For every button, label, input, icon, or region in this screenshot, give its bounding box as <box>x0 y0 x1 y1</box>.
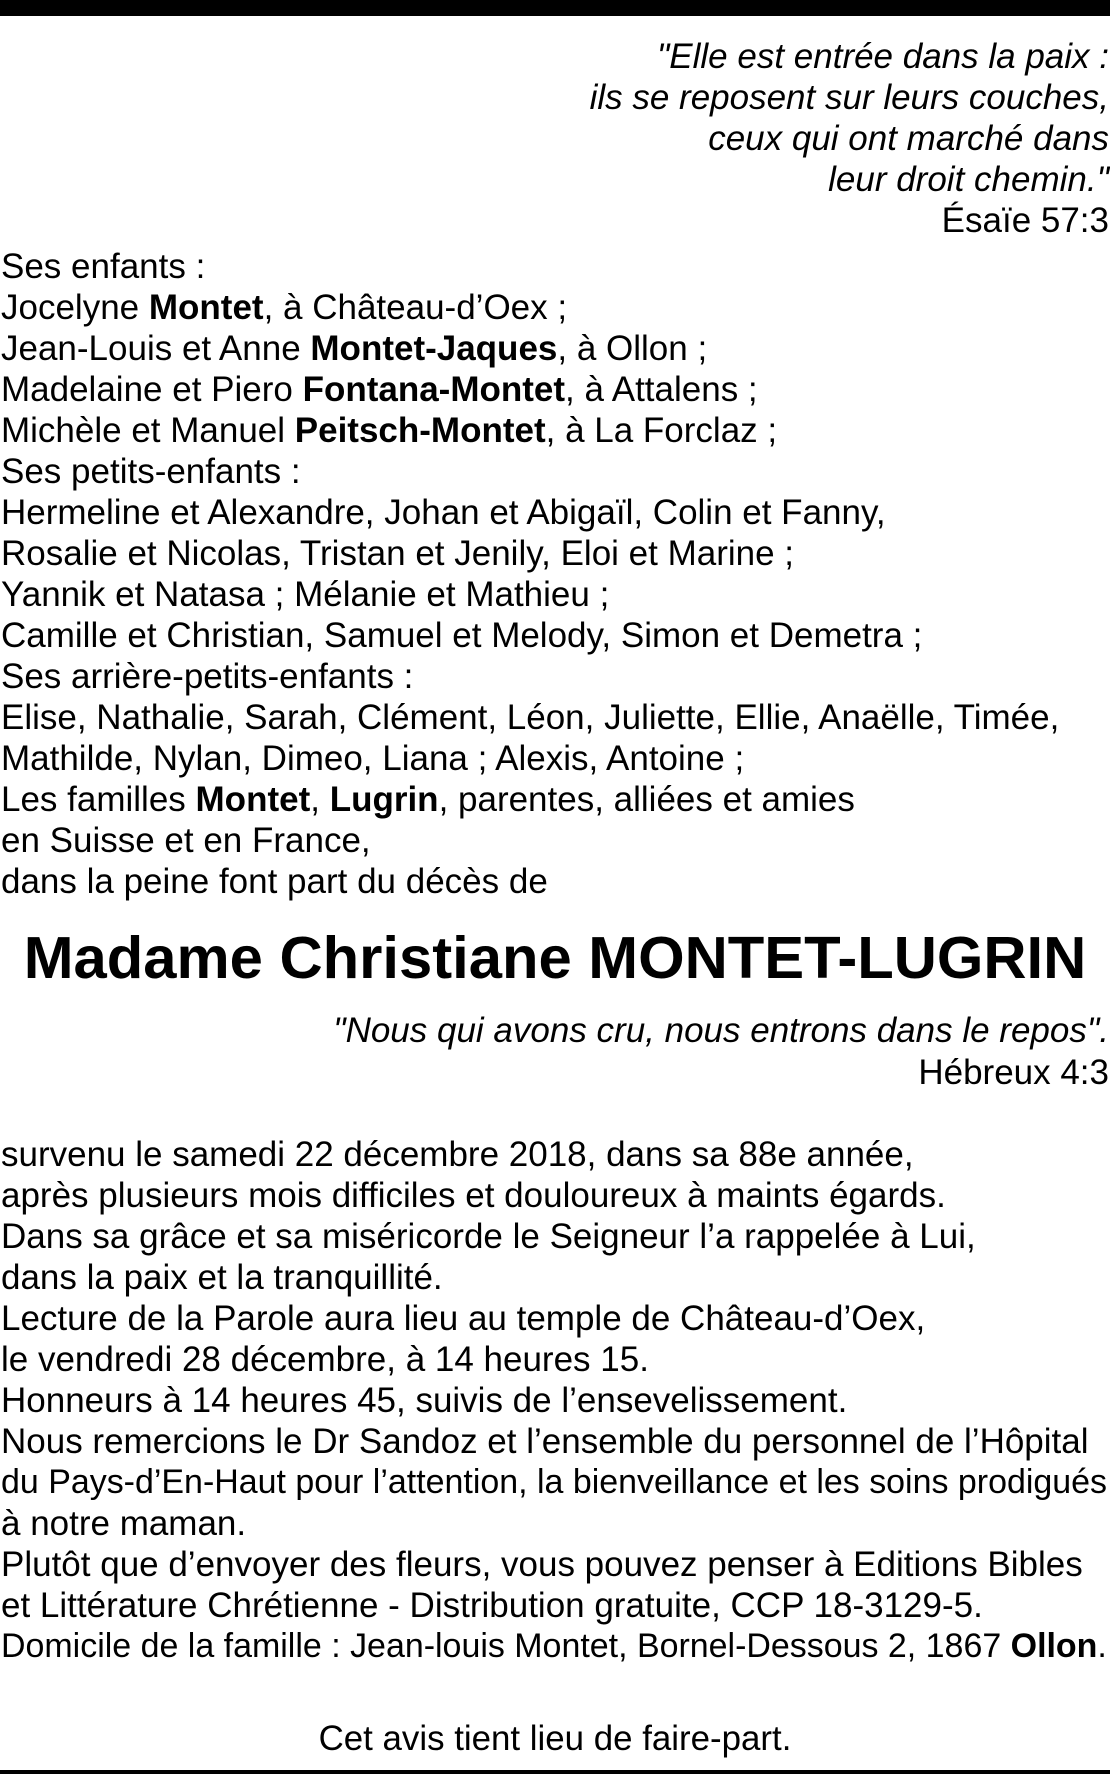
epigraph-line: leur droit chemin." <box>828 160 1109 199</box>
family-name: Ollon <box>1010 1627 1098 1665</box>
bottom-rule <box>0 1770 1110 1774</box>
family-name: Montet-Jaques <box>310 329 558 368</box>
footer-note: Cet avis tient lieu de faire-part. <box>318 1719 792 1758</box>
body-line: dans la paix et la tranquillité. <box>1 1258 443 1297</box>
body-line: Nous remercions le Dr Sandoz et l’ensemble du personnel de l’Hôpital <box>1 1422 1089 1461</box>
announce-line: dans la peine font part du décès de <box>1 862 548 901</box>
body-line: Honneurs à 14 heures 45, suivis de l’ensevelissement. <box>1 1381 848 1420</box>
child-line: Madelaine et Piero Fontana-Montet, à Attalens ; <box>1 370 758 409</box>
second-quote-reference: Hébreux 4:3 <box>918 1053 1109 1092</box>
grandchildren-label: Ses petits-enfants : <box>1 452 301 491</box>
epigraph-line: "Elle est entrée dans la paix : <box>656 37 1109 76</box>
deceased-name: Madame Christiane MONTET-LUGRIN <box>23 924 1087 991</box>
body-line: Dans sa grâce et sa miséricorde le Seigneur l’a rappelée à Lui, <box>1 1217 976 1256</box>
grandchildren-line: Rosalie et Nicolas, Tristan et Jenily, Eloi et Marine ; <box>1 534 795 573</box>
family-name: Fontana-Montet <box>302 370 566 409</box>
body-line: du Pays-d’En-Haut pour l’attention, la bienveillance et les soins prodigués <box>1 1463 1108 1501</box>
body-line: à notre maman. <box>1 1504 247 1543</box>
body-line: le vendredi 28 décembre, à 14 heures 15. <box>1 1340 649 1379</box>
domicile-line: Domicile de la famille : Jean-louis Montet, Bornel-Dessous 2, 1867 Ollon. <box>1 1627 1107 1665</box>
child-line: Jocelyne Montet, à Château-d’Oex ; <box>1 288 568 327</box>
epigraph-line: ils se reposent sur leurs couches, <box>589 78 1109 117</box>
location-line: en Suisse et en France, <box>1 821 371 860</box>
body-line: Lecture de la Parole aura lieu au temple de Château-d’Oex, <box>1 1299 926 1338</box>
epigraph-reference: Ésaïe 57:3 <box>941 201 1109 240</box>
body-line: survenu le samedi 22 décembre 2018, dans sa 88e année, <box>1 1135 914 1174</box>
body-line: et Littérature Chrétienne - Distribution gratuite, CCP 18-3129-5. <box>1 1586 983 1625</box>
great-grandchildren-line: Mathilde, Nylan, Dimeo, Liana ; Alexis, Antoine ; <box>1 739 745 778</box>
second-quote: "Nous qui avons cru, nous entrons dans le repos". <box>333 1011 1109 1050</box>
body-line: après plusieurs mois difficiles et douloureux à maints égards. <box>1 1176 946 1215</box>
family-name: Montet <box>195 780 311 819</box>
family-name: Peitsch-Montet <box>294 411 546 450</box>
grandchildren-line: Yannik et Natasa ; Mélanie et Mathieu ; <box>1 575 610 614</box>
children-label: Ses enfants : <box>1 247 206 286</box>
child-line: Michèle et Manuel Peitsch-Montet, à La Forclaz ; <box>1 411 778 450</box>
families-line: Les familles Montet, Lugrin, parentes, alliées et amies <box>1 780 855 819</box>
family-name: Montet <box>148 288 264 327</box>
great-grandchildren-label: Ses arrière-petits-enfants : <box>1 657 414 696</box>
top-rule <box>0 0 1110 16</box>
grandchildren-line: Hermeline et Alexandre, Johan et Abigaïl, Colin et Fanny, <box>1 493 886 532</box>
body-line: Plutôt que d’envoyer des fleurs, vous pouvez penser à Editions Bibles <box>1 1545 1083 1584</box>
family-name: Lugrin <box>329 780 439 819</box>
grandchildren-line: Camille et Christian, Samuel et Melody, Simon et Demetra ; <box>1 616 923 655</box>
epigraph-line: ceux qui ont marché dans <box>708 119 1109 158</box>
great-grandchildren-line: Elise, Nathalie, Sarah, Clément, Léon, Juliette, Ellie, Anaëlle, Timée, <box>1 698 1060 737</box>
child-line: Jean-Louis et Anne Montet-Jaques, à Ollon ; <box>1 329 708 368</box>
